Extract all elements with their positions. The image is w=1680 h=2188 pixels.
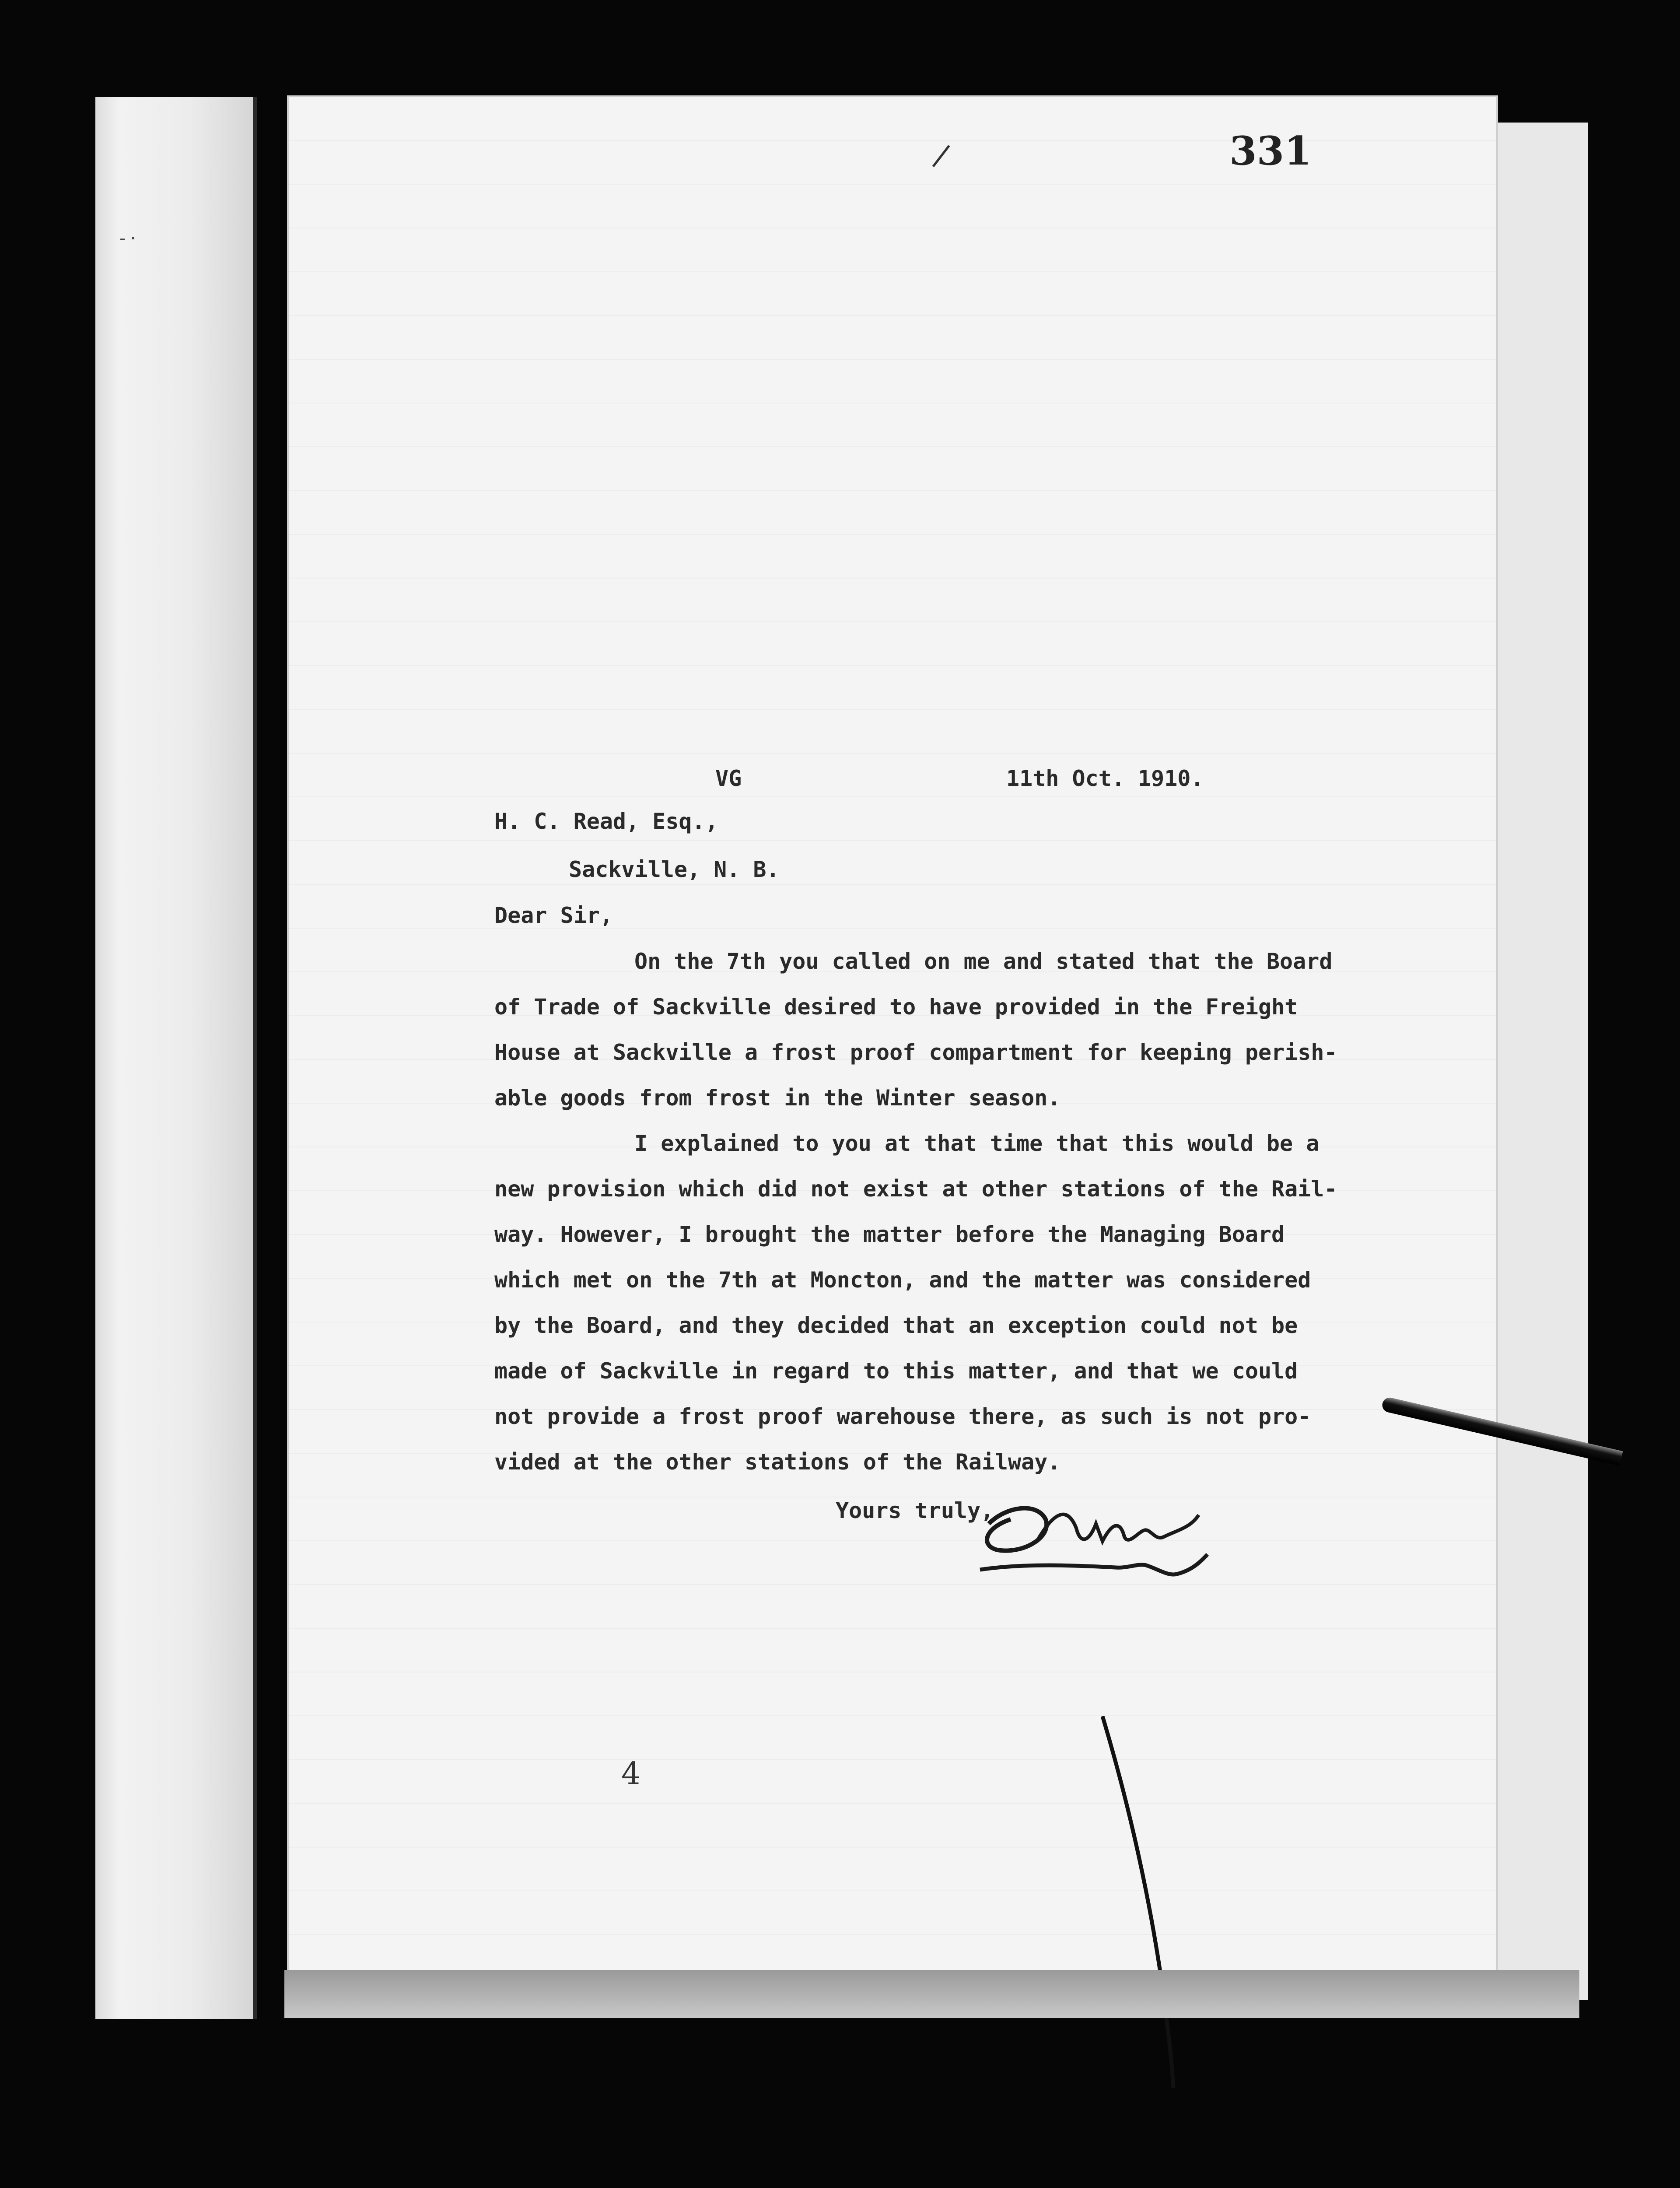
body-line: by the Board, and they decided that an exception could not be <box>494 1313 1298 1338</box>
tick-mark: / <box>930 137 952 174</box>
signature <box>971 1489 1216 1589</box>
body-line: able goods from frost in the Winter season. <box>494 1085 1061 1111</box>
spine-mark: -· <box>117 228 139 249</box>
recipient-name: H. C. Read, Esq., <box>494 809 718 834</box>
pen-stroke <box>1098 1716 1186 2088</box>
body-line: vided at the other stations of the Railway. <box>494 1449 1061 1475</box>
body-line: not provide a frost proof warehouse there, as such is not pro- <box>494 1404 1311 1429</box>
page-number: 331 <box>1229 128 1312 174</box>
body-line: new provision which did not exist at other stations of the Rail- <box>494 1176 1337 1202</box>
body-line: House at Sackville a frost proof compartment for keeping perish- <box>494 1040 1337 1065</box>
body-line: way. However, I brought the matter before the Managing Board <box>494 1222 1285 1247</box>
salutation: Dear Sir, <box>494 903 613 928</box>
body-line: of Trade of Sackville desired to have provided in the Freight <box>494 994 1298 1020</box>
closing: Yours truly, <box>836 1498 994 1523</box>
body-line: which met on the 7th at Moncton, and the matter was considered <box>494 1267 1311 1293</box>
typist-initials: VG <box>715 766 742 791</box>
margin-mark: 4 <box>621 1756 641 1792</box>
letter-page <box>289 97 1496 1970</box>
body-line: On the 7th you called on me and stated that the Board <box>634 949 1333 974</box>
recipient-place: Sackville, N. B. <box>569 857 780 882</box>
body-line: I explained to you at that time that this would be a <box>634 1131 1320 1156</box>
body-line: made of Sackville in regard to this matter, and that we could <box>494 1358 1298 1384</box>
binding-spine <box>95 97 257 2019</box>
letter-date: 11th Oct. 1910. <box>1006 766 1204 791</box>
page-stack-edge <box>284 1970 1579 2018</box>
